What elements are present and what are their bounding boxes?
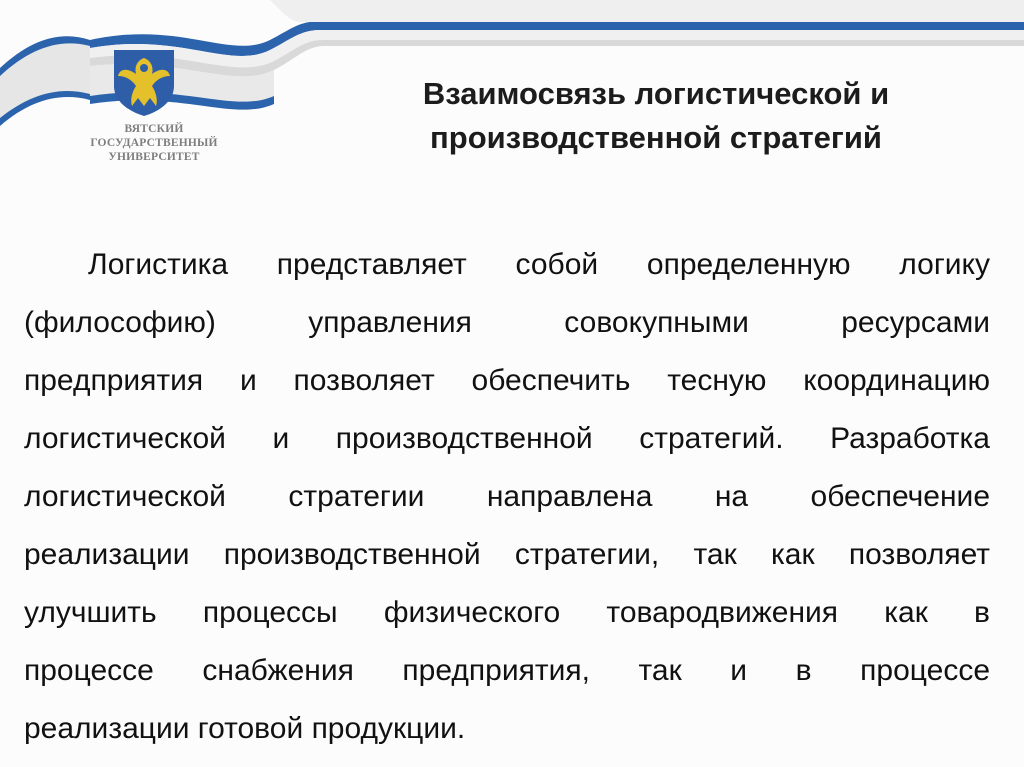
university-name-line: ВЯТСКИЙ <box>124 123 184 135</box>
body-text-line: (философию) управления совокупными ресурсами <box>24 306 990 339</box>
body-text-line: процессе снабжения предприятия, так и в процессе <box>24 654 990 687</box>
slide-title-line: производственной стратегий <box>430 120 882 155</box>
university-logo <box>108 46 180 118</box>
body-text-line: реализации производственной стратегии, так как позволяет <box>24 538 990 571</box>
university-name-line: УНИВЕРСИТЕТ <box>108 151 200 163</box>
body-text-line: Логистика представляет собой определенную логику <box>88 248 990 281</box>
slide-title <box>330 72 982 160</box>
body-text-line: логистической стратегии направлена на обеспечение <box>24 480 990 513</box>
slide-body-text <box>24 236 990 758</box>
body-text-line: предприятия и позволяет обеспечить тесную координацию <box>24 364 990 397</box>
slide-title-line: Взаимосвязь логистической и <box>422 76 890 111</box>
body-text-line: реализации готовой продукции. <box>24 712 466 745</box>
university-name <box>60 122 248 164</box>
university-name-line: ГОСУДАРСТВЕННЫЙ <box>90 137 218 149</box>
body-text-line: логистической и производственной стратегий. Разработка <box>24 422 990 455</box>
body-text-line: улучшить процессы физического товародвижения как в <box>24 596 990 629</box>
